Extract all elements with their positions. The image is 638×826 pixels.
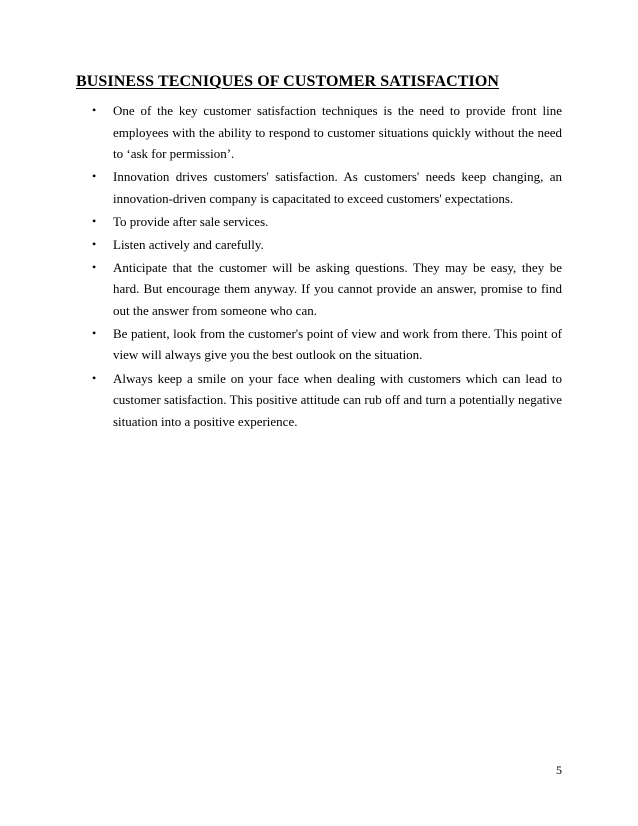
- list-item: [92, 368, 562, 433]
- list-item: [92, 166, 562, 209]
- list-item-text: Innovation drives customers' satisfaction. As customers' needs keep changing, an innovation-driven company is capacitated to exceed customers' expectations.: [113, 169, 562, 206]
- list-item-text: Be patient, look from the customer's point of view and work from there. This point of view will always give you the best outlook on the situation.: [113, 325, 562, 362]
- list-item-text: Anticipate that the customer will be asking questions. They may be easy, they be hard. But encourage them anyway. If you cannot provide an answer, promise to find out the answer from someone who can.: [113, 259, 562, 318]
- bullet-icon: •: [92, 169, 97, 183]
- bullet-icon: •: [92, 103, 97, 117]
- bullet-icon: •: [92, 370, 97, 385]
- list-item-text: Listen actively and carefully.: [113, 236, 264, 252]
- list-item-text: To provide after sale services.: [113, 213, 269, 229]
- section-heading: BUSINESS TECNIQUES OF CUSTOMER SATISFACTION: [76, 73, 500, 90]
- list-item: [92, 211, 562, 233]
- bullet-icon: •: [92, 213, 97, 228]
- list-item: [92, 100, 562, 165]
- list-item-text: One of the key customer satisfaction techniques is the need to provide front line employees with the ability to respond to customer situations quickly without the need to ‘ask for permission’.: [113, 103, 562, 161]
- bullet-icon: •: [92, 325, 97, 340]
- bullet-icon: •: [92, 236, 97, 251]
- list-item: [92, 234, 562, 256]
- list-item-text: Always keep a smile on your face when dealing with customers which can lead to customer satisfaction. This positive attitude can rub off and turn a potentially negative situation into a positive experience.: [113, 370, 562, 429]
- bullet-list: [92, 100, 562, 434]
- page-number: 5: [556, 763, 562, 777]
- list-item: [92, 257, 562, 322]
- bullet-icon: •: [92, 259, 97, 274]
- list-item: [92, 323, 562, 366]
